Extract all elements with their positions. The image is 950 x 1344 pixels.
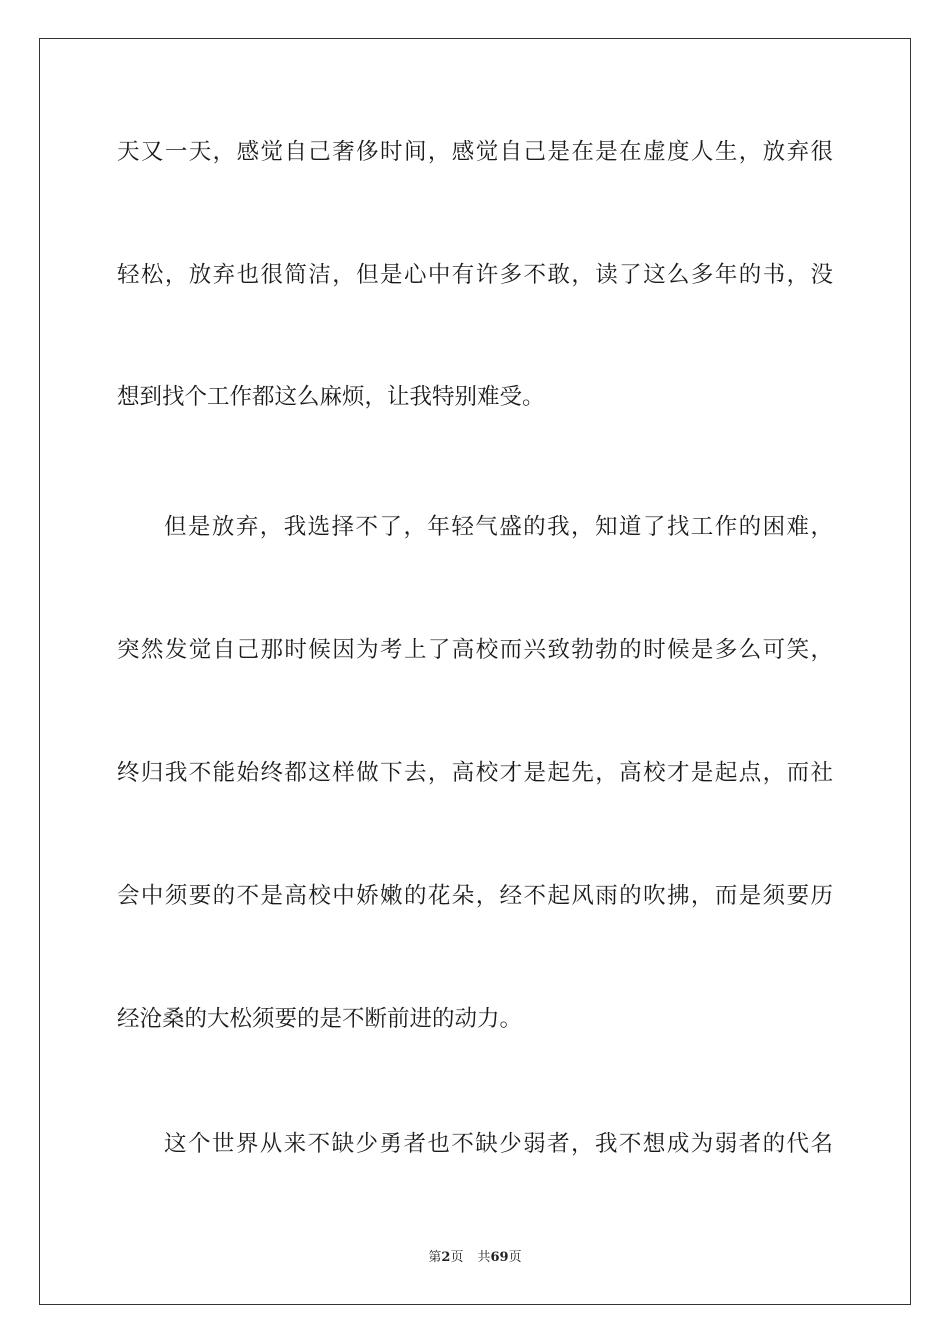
body-text-line: 轻松，放弃也很简洁，但是心中有许多不敢，读了这么多年的书，没 — [117, 262, 833, 288]
paragraph-first-line: 这个世界从来不缺少勇者也不缺少弱者，我不想成为弱者的代名 — [164, 1131, 833, 1157]
paragraph-first-line: 但是放弃，我选择不了，年轻气盛的我，知道了找工作的困难， — [164, 514, 833, 540]
body-text-line: 突然发觉自己那时候因为考上了高校而兴致勃勃的时候是多么可笑， — [117, 637, 833, 663]
total-suffix: 页 — [508, 1250, 522, 1265]
page-border — [39, 38, 911, 1305]
page-suffix: 页 — [450, 1250, 464, 1265]
body-text-line: 经沧桑的大松须要的是不断前进的动力。 — [117, 1006, 523, 1032]
body-text-line: 终归我不能始终都这样做下去，高校才是起先，高校才是起点，而社 — [117, 760, 833, 786]
page-number: 2 — [441, 1250, 451, 1265]
body-text-line: 想到找个工作都这么麻烦，让我特别难受。 — [117, 384, 545, 410]
page-prefix: 第 — [428, 1250, 442, 1265]
total-pages: 69 — [490, 1250, 509, 1265]
total-prefix: 共 — [477, 1250, 491, 1265]
body-text-line: 天又一天，感觉自己奢侈时间，感觉自己是在是在虚度人生，放弃很 — [117, 139, 833, 165]
page-footer — [0, 1249, 950, 1267]
body-text-line: 会中须要的不是高校中娇嫩的花朵，经不起风雨的吹拂，而是须要历 — [117, 883, 833, 909]
